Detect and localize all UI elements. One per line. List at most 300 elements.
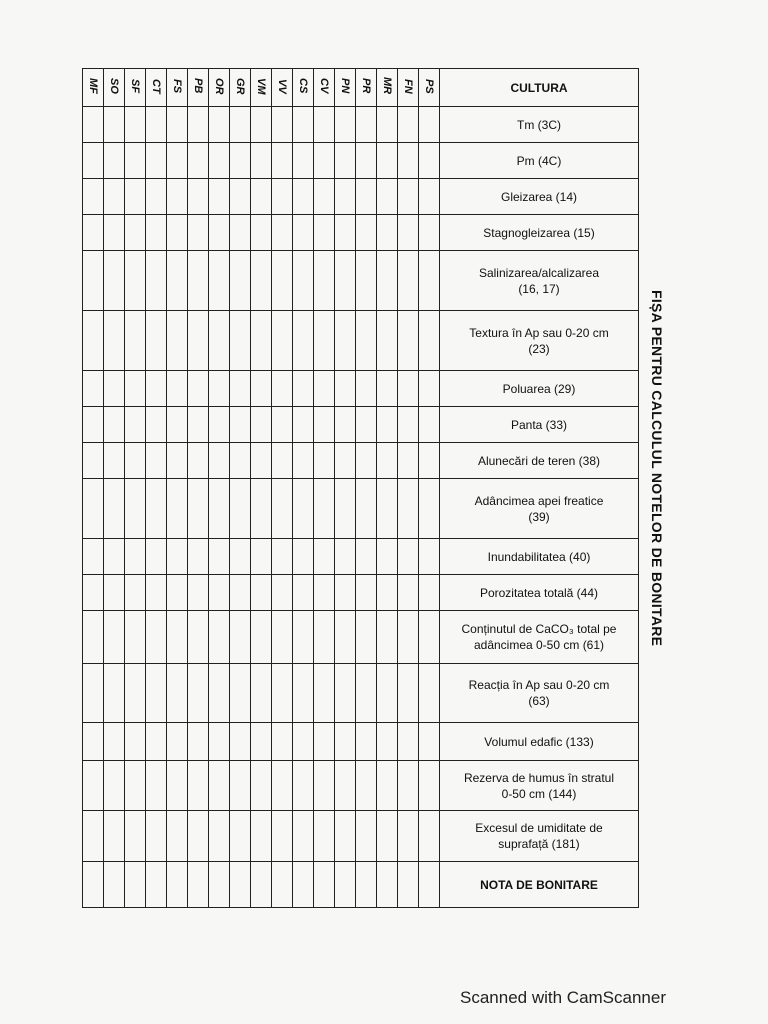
score-cell[interactable] (83, 251, 104, 311)
score-cell[interactable] (356, 179, 377, 215)
score-cell[interactable] (209, 479, 230, 539)
score-cell[interactable] (293, 311, 314, 371)
score-cell[interactable] (314, 761, 335, 811)
score-cell[interactable] (230, 811, 251, 862)
score-cell[interactable] (83, 143, 104, 179)
score-cell[interactable] (146, 539, 167, 575)
score-cell[interactable] (251, 862, 272, 908)
score-cell[interactable] (167, 215, 188, 251)
score-cell[interactable] (293, 371, 314, 407)
score-cell[interactable] (83, 407, 104, 443)
score-cell[interactable] (167, 143, 188, 179)
score-cell[interactable] (104, 443, 125, 479)
score-cell[interactable] (419, 723, 440, 761)
score-cell[interactable] (104, 215, 125, 251)
score-cell[interactable] (356, 407, 377, 443)
score-cell[interactable] (272, 723, 293, 761)
score-cell[interactable] (356, 371, 377, 407)
score-cell[interactable] (356, 479, 377, 539)
score-cell[interactable] (377, 143, 398, 179)
score-cell[interactable] (146, 664, 167, 723)
score-cell[interactable] (335, 611, 356, 664)
score-cell[interactable] (398, 723, 419, 761)
score-cell[interactable] (230, 479, 251, 539)
score-cell[interactable] (272, 143, 293, 179)
score-cell[interactable] (188, 371, 209, 407)
score-cell[interactable] (167, 251, 188, 311)
score-cell[interactable] (188, 664, 209, 723)
score-cell[interactable] (146, 611, 167, 664)
score-cell[interactable] (83, 107, 104, 143)
score-cell[interactable] (398, 371, 419, 407)
score-cell[interactable] (188, 107, 209, 143)
score-cell[interactable] (188, 143, 209, 179)
score-cell[interactable] (146, 862, 167, 908)
score-cell[interactable] (125, 143, 146, 179)
score-cell[interactable] (125, 611, 146, 664)
score-cell[interactable] (104, 107, 125, 143)
score-cell[interactable] (419, 107, 440, 143)
score-cell[interactable] (209, 443, 230, 479)
score-cell[interactable] (83, 664, 104, 723)
score-cell[interactable] (167, 479, 188, 539)
score-cell[interactable] (104, 539, 125, 575)
score-cell[interactable] (314, 179, 335, 215)
score-cell[interactable] (167, 539, 188, 575)
score-cell[interactable] (251, 407, 272, 443)
score-cell[interactable] (251, 761, 272, 811)
score-cell[interactable] (251, 443, 272, 479)
score-cell[interactable] (230, 539, 251, 575)
score-cell[interactable] (167, 371, 188, 407)
score-cell[interactable] (125, 179, 146, 215)
score-cell[interactable] (398, 407, 419, 443)
score-cell[interactable] (398, 575, 419, 611)
score-cell[interactable] (83, 611, 104, 664)
score-cell[interactable] (293, 539, 314, 575)
score-cell[interactable] (356, 539, 377, 575)
score-cell[interactable] (356, 862, 377, 908)
score-cell[interactable] (104, 664, 125, 723)
score-cell[interactable] (377, 575, 398, 611)
score-cell[interactable] (419, 611, 440, 664)
score-cell[interactable] (356, 311, 377, 371)
score-cell[interactable] (377, 107, 398, 143)
score-cell[interactable] (125, 479, 146, 539)
score-cell[interactable] (377, 407, 398, 443)
score-cell[interactable] (104, 143, 125, 179)
score-cell[interactable] (125, 107, 146, 143)
score-cell[interactable] (356, 761, 377, 811)
score-cell[interactable] (230, 862, 251, 908)
score-cell[interactable] (125, 723, 146, 761)
score-cell[interactable] (377, 811, 398, 862)
score-cell[interactable] (293, 407, 314, 443)
score-cell[interactable] (377, 611, 398, 664)
score-cell[interactable] (125, 761, 146, 811)
score-cell[interactable] (398, 179, 419, 215)
score-cell[interactable] (293, 179, 314, 215)
score-cell[interactable] (188, 723, 209, 761)
score-cell[interactable] (230, 179, 251, 215)
score-cell[interactable] (293, 443, 314, 479)
score-cell[interactable] (188, 539, 209, 575)
score-cell[interactable] (83, 443, 104, 479)
score-cell[interactable] (146, 761, 167, 811)
score-cell[interactable] (272, 107, 293, 143)
score-cell[interactable] (398, 143, 419, 179)
score-cell[interactable] (272, 611, 293, 664)
score-cell[interactable] (398, 215, 419, 251)
score-cell[interactable] (293, 862, 314, 908)
score-cell[interactable] (293, 575, 314, 611)
score-cell[interactable] (419, 761, 440, 811)
score-cell[interactable] (272, 443, 293, 479)
score-cell[interactable] (314, 575, 335, 611)
score-cell[interactable] (398, 479, 419, 539)
score-cell[interactable] (230, 311, 251, 371)
score-cell[interactable] (125, 215, 146, 251)
score-cell[interactable] (398, 443, 419, 479)
score-cell[interactable] (188, 443, 209, 479)
score-cell[interactable] (104, 179, 125, 215)
score-cell[interactable] (419, 862, 440, 908)
score-cell[interactable] (146, 143, 167, 179)
score-cell[interactable] (230, 611, 251, 664)
score-cell[interactable] (188, 311, 209, 371)
score-cell[interactable] (104, 251, 125, 311)
score-cell[interactable] (104, 862, 125, 908)
score-cell[interactable] (398, 611, 419, 664)
score-cell[interactable] (398, 539, 419, 575)
score-cell[interactable] (272, 311, 293, 371)
score-cell[interactable] (335, 862, 356, 908)
score-cell[interactable] (188, 575, 209, 611)
score-cell[interactable] (125, 664, 146, 723)
score-cell[interactable] (419, 811, 440, 862)
score-cell[interactable] (251, 215, 272, 251)
score-cell[interactable] (83, 723, 104, 761)
score-cell[interactable] (377, 371, 398, 407)
score-cell[interactable] (398, 811, 419, 862)
score-cell[interactable] (314, 107, 335, 143)
score-cell[interactable] (272, 862, 293, 908)
score-cell[interactable] (272, 407, 293, 443)
score-cell[interactable] (209, 539, 230, 575)
score-cell[interactable] (377, 179, 398, 215)
score-cell[interactable] (419, 143, 440, 179)
score-cell[interactable] (398, 311, 419, 371)
score-cell[interactable] (188, 179, 209, 215)
score-cell[interactable] (104, 575, 125, 611)
score-cell[interactable] (104, 407, 125, 443)
score-cell[interactable] (125, 575, 146, 611)
score-cell[interactable] (377, 479, 398, 539)
score-cell[interactable] (167, 723, 188, 761)
score-cell[interactable] (167, 611, 188, 664)
score-cell[interactable] (230, 107, 251, 143)
score-cell[interactable] (125, 371, 146, 407)
score-cell[interactable] (356, 723, 377, 761)
score-cell[interactable] (377, 443, 398, 479)
score-cell[interactable] (146, 575, 167, 611)
score-cell[interactable] (125, 443, 146, 479)
score-cell[interactable] (419, 479, 440, 539)
score-cell[interactable] (419, 575, 440, 611)
score-cell[interactable] (419, 215, 440, 251)
score-cell[interactable] (188, 251, 209, 311)
score-cell[interactable] (146, 311, 167, 371)
score-cell[interactable] (377, 251, 398, 311)
score-cell[interactable] (398, 862, 419, 908)
score-cell[interactable] (209, 179, 230, 215)
score-cell[interactable] (314, 862, 335, 908)
score-cell[interactable] (356, 575, 377, 611)
score-cell[interactable] (125, 251, 146, 311)
score-cell[interactable] (146, 723, 167, 761)
score-cell[interactable] (335, 443, 356, 479)
score-cell[interactable] (104, 723, 125, 761)
score-cell[interactable] (314, 371, 335, 407)
score-cell[interactable] (314, 251, 335, 311)
score-cell[interactable] (167, 862, 188, 908)
score-cell[interactable] (356, 251, 377, 311)
score-cell[interactable] (209, 107, 230, 143)
score-cell[interactable] (83, 539, 104, 575)
score-cell[interactable] (335, 251, 356, 311)
score-cell[interactable] (104, 811, 125, 862)
score-cell[interactable] (251, 371, 272, 407)
score-cell[interactable] (293, 811, 314, 862)
score-cell[interactable] (419, 407, 440, 443)
score-cell[interactable] (209, 723, 230, 761)
score-cell[interactable] (314, 664, 335, 723)
score-cell[interactable] (314, 811, 335, 862)
score-cell[interactable] (377, 664, 398, 723)
score-cell[interactable] (335, 371, 356, 407)
score-cell[interactable] (356, 215, 377, 251)
score-cell[interactable] (125, 862, 146, 908)
score-cell[interactable] (146, 407, 167, 443)
score-cell[interactable] (146, 443, 167, 479)
score-cell[interactable] (230, 371, 251, 407)
score-cell[interactable] (146, 107, 167, 143)
score-cell[interactable] (251, 311, 272, 371)
score-cell[interactable] (272, 251, 293, 311)
score-cell[interactable] (209, 811, 230, 862)
score-cell[interactable] (83, 575, 104, 611)
score-cell[interactable] (251, 811, 272, 862)
score-cell[interactable] (293, 664, 314, 723)
score-cell[interactable] (398, 251, 419, 311)
score-cell[interactable] (209, 311, 230, 371)
score-cell[interactable] (251, 611, 272, 664)
score-cell[interactable] (356, 443, 377, 479)
score-cell[interactable] (209, 575, 230, 611)
score-cell[interactable] (83, 479, 104, 539)
score-cell[interactable] (104, 761, 125, 811)
score-cell[interactable] (209, 611, 230, 664)
score-cell[interactable] (230, 215, 251, 251)
score-cell[interactable] (167, 575, 188, 611)
score-cell[interactable] (83, 215, 104, 251)
score-cell[interactable] (293, 251, 314, 311)
score-cell[interactable] (314, 539, 335, 575)
score-cell[interactable] (83, 862, 104, 908)
score-cell[interactable] (419, 443, 440, 479)
score-cell[interactable] (146, 479, 167, 539)
score-cell[interactable] (293, 761, 314, 811)
score-cell[interactable] (230, 443, 251, 479)
score-cell[interactable] (335, 311, 356, 371)
score-cell[interactable] (167, 664, 188, 723)
score-cell[interactable] (335, 811, 356, 862)
score-cell[interactable] (314, 611, 335, 664)
score-cell[interactable] (83, 311, 104, 371)
score-cell[interactable] (272, 575, 293, 611)
score-cell[interactable] (188, 407, 209, 443)
score-cell[interactable] (419, 664, 440, 723)
score-cell[interactable] (209, 143, 230, 179)
score-cell[interactable] (188, 761, 209, 811)
score-cell[interactable] (314, 311, 335, 371)
score-cell[interactable] (230, 575, 251, 611)
score-cell[interactable] (377, 723, 398, 761)
score-cell[interactable] (125, 811, 146, 862)
score-cell[interactable] (167, 107, 188, 143)
score-cell[interactable] (104, 371, 125, 407)
score-cell[interactable] (125, 539, 146, 575)
score-cell[interactable] (293, 611, 314, 664)
score-cell[interactable] (335, 179, 356, 215)
score-cell[interactable] (83, 371, 104, 407)
score-cell[interactable] (419, 371, 440, 407)
score-cell[interactable] (314, 723, 335, 761)
score-cell[interactable] (314, 443, 335, 479)
score-cell[interactable] (314, 215, 335, 251)
score-cell[interactable] (146, 251, 167, 311)
score-cell[interactable] (335, 575, 356, 611)
score-cell[interactable] (377, 761, 398, 811)
score-cell[interactable] (188, 479, 209, 539)
score-cell[interactable] (272, 371, 293, 407)
score-cell[interactable] (230, 251, 251, 311)
score-cell[interactable] (356, 811, 377, 862)
score-cell[interactable] (314, 407, 335, 443)
score-cell[interactable] (398, 107, 419, 143)
score-cell[interactable] (230, 761, 251, 811)
score-cell[interactable] (167, 311, 188, 371)
score-cell[interactable] (377, 862, 398, 908)
score-cell[interactable] (104, 311, 125, 371)
score-cell[interactable] (272, 761, 293, 811)
score-cell[interactable] (356, 611, 377, 664)
score-cell[interactable] (125, 407, 146, 443)
score-cell[interactable] (230, 664, 251, 723)
score-cell[interactable] (272, 664, 293, 723)
score-cell[interactable] (83, 811, 104, 862)
score-cell[interactable] (377, 215, 398, 251)
score-cell[interactable] (335, 143, 356, 179)
score-cell[interactable] (104, 479, 125, 539)
score-cell[interactable] (419, 179, 440, 215)
score-cell[interactable] (251, 143, 272, 179)
score-cell[interactable] (356, 107, 377, 143)
score-cell[interactable] (230, 143, 251, 179)
score-cell[interactable] (125, 311, 146, 371)
score-cell[interactable] (188, 611, 209, 664)
score-cell[interactable] (377, 539, 398, 575)
score-cell[interactable] (146, 371, 167, 407)
score-cell[interactable] (188, 862, 209, 908)
score-cell[interactable] (188, 811, 209, 862)
score-cell[interactable] (251, 251, 272, 311)
score-cell[interactable] (293, 215, 314, 251)
score-cell[interactable] (272, 215, 293, 251)
score-cell[interactable] (251, 723, 272, 761)
score-cell[interactable] (293, 107, 314, 143)
score-cell[interactable] (209, 371, 230, 407)
score-cell[interactable] (335, 539, 356, 575)
score-cell[interactable] (230, 407, 251, 443)
score-cell[interactable] (335, 215, 356, 251)
score-cell[interactable] (251, 664, 272, 723)
score-cell[interactable] (335, 761, 356, 811)
score-cell[interactable] (314, 143, 335, 179)
score-cell[interactable] (293, 723, 314, 761)
score-cell[interactable] (104, 611, 125, 664)
score-cell[interactable] (209, 251, 230, 311)
score-cell[interactable] (335, 479, 356, 539)
score-cell[interactable] (335, 407, 356, 443)
score-cell[interactable] (356, 664, 377, 723)
score-cell[interactable] (293, 479, 314, 539)
score-cell[interactable] (83, 761, 104, 811)
score-cell[interactable] (398, 664, 419, 723)
score-cell[interactable] (188, 215, 209, 251)
score-cell[interactable] (419, 539, 440, 575)
score-cell[interactable] (167, 811, 188, 862)
score-cell[interactable] (209, 664, 230, 723)
score-cell[interactable] (272, 539, 293, 575)
score-cell[interactable] (167, 179, 188, 215)
score-cell[interactable] (272, 179, 293, 215)
score-cell[interactable] (398, 761, 419, 811)
score-cell[interactable] (272, 479, 293, 539)
score-cell[interactable] (335, 723, 356, 761)
score-cell[interactable] (209, 862, 230, 908)
score-cell[interactable] (146, 811, 167, 862)
score-cell[interactable] (335, 664, 356, 723)
score-cell[interactable] (293, 143, 314, 179)
score-cell[interactable] (209, 407, 230, 443)
score-cell[interactable] (272, 811, 293, 862)
score-cell[interactable] (146, 215, 167, 251)
score-cell[interactable] (209, 761, 230, 811)
score-cell[interactable] (419, 311, 440, 371)
score-cell[interactable] (356, 143, 377, 179)
score-cell[interactable] (167, 443, 188, 479)
score-cell[interactable] (83, 179, 104, 215)
score-cell[interactable] (230, 723, 251, 761)
score-cell[interactable] (209, 215, 230, 251)
score-cell[interactable] (167, 761, 188, 811)
score-cell[interactable] (251, 107, 272, 143)
score-cell[interactable] (146, 179, 167, 215)
score-cell[interactable] (419, 251, 440, 311)
score-cell[interactable] (251, 179, 272, 215)
score-cell[interactable] (251, 575, 272, 611)
